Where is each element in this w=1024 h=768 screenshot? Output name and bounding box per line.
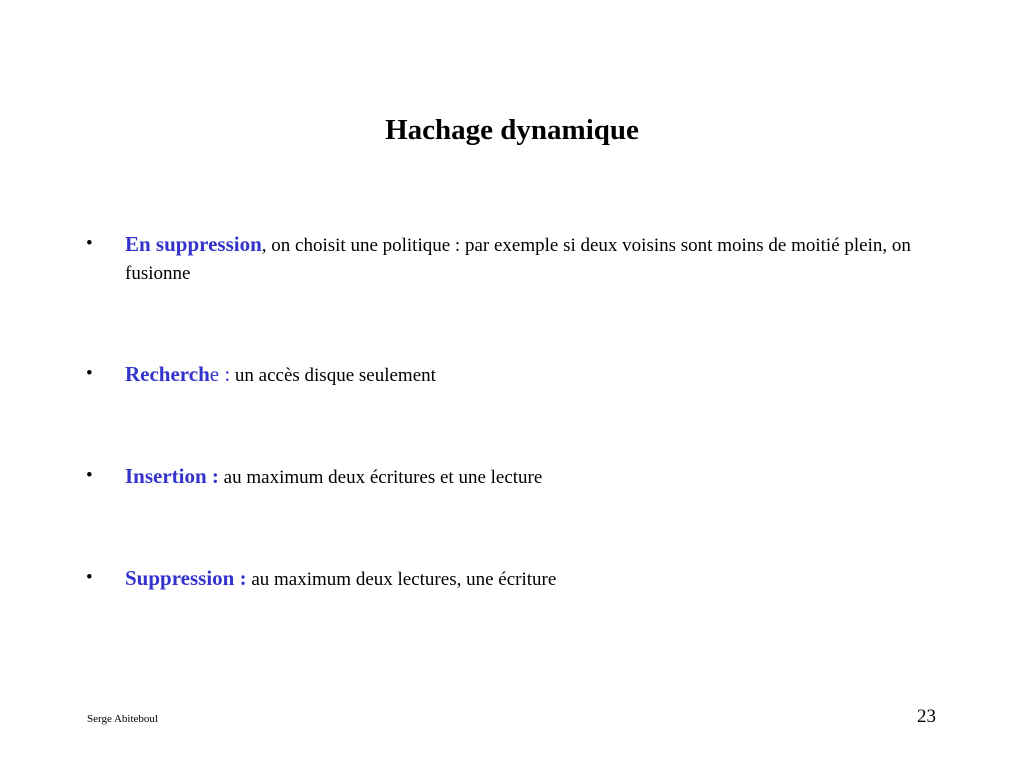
bullet-symbol: • xyxy=(86,233,93,254)
slide-title: Hachage dynamique xyxy=(385,114,639,146)
bullet-item-suppression xyxy=(86,564,946,594)
bullet-keyword: Insertion : xyxy=(125,464,219,488)
bullet-keyword: Suppression : xyxy=(125,566,247,590)
bullet-keyword-suffix: e : xyxy=(209,362,231,386)
bullet-item-recherche xyxy=(86,360,946,390)
footer-author: Serge Abiteboul xyxy=(87,713,158,725)
bullet-text xyxy=(125,462,946,492)
bullet-symbol: • xyxy=(86,567,93,588)
bullet-text xyxy=(125,230,946,288)
page-number: 23 xyxy=(917,706,936,727)
bullet-description: au maximum deux lectures, une écriture xyxy=(246,569,557,590)
bullet-text xyxy=(125,564,946,594)
bullet-keyword: Recherch xyxy=(125,362,210,386)
bullet-item-en-suppression xyxy=(86,230,946,288)
bullet-description: , on choisit une politique : par exemple si deux voisins sont moins de moitié plein, on fusionne xyxy=(125,235,911,284)
bullet-text xyxy=(125,360,946,390)
bullet-description: un accès disque seulement xyxy=(230,365,436,386)
bullet-item-insertion xyxy=(86,462,946,492)
bullet-description: au maximum deux écritures et une lecture xyxy=(218,467,543,488)
bullet-symbol: • xyxy=(86,465,93,486)
bullet-symbol: • xyxy=(86,363,93,384)
bullet-keyword: En suppression xyxy=(125,232,262,256)
